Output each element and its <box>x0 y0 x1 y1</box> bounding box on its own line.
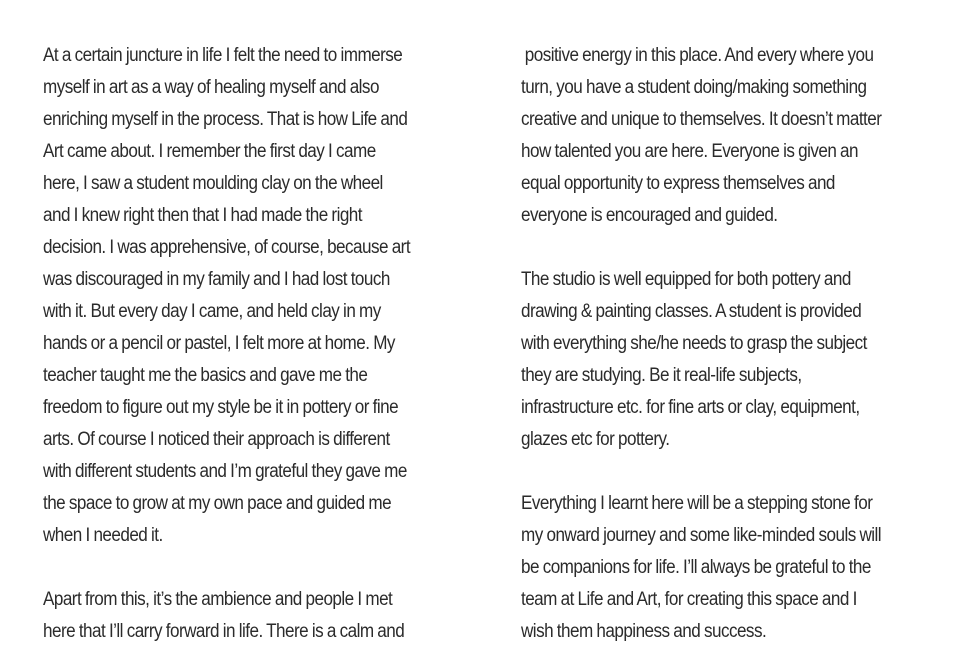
text-line: hands or a pencil or pastel, I felt more at home. My <box>43 333 395 354</box>
text-line: glazes etc for pottery. <box>521 429 670 450</box>
text-line: teacher taught me the basics and gave me the <box>43 365 368 386</box>
text-line: here that I’ll carry forward in life. There is a calm and <box>43 621 405 642</box>
text-line: with it. But every day I came, and held clay in my <box>43 301 381 322</box>
text-line: creative and unique to themselves. It doesn’t matter <box>521 109 882 130</box>
text-line: Everything I learnt here will be a stepping stone for <box>521 493 873 514</box>
text-line: the space to grow at my own pace and guided me <box>43 493 392 514</box>
text-line: positive energy in this place. And every where you <box>521 45 874 66</box>
paragraph-positive-energy <box>521 40 935 232</box>
text-line: freedom to figure out my style be it in pottery or fine <box>43 397 399 418</box>
text-line: and I knew right then that I had made the right <box>43 205 362 226</box>
text-line: The studio is well equipped for both pottery and <box>521 269 851 290</box>
text-line: drawing & painting classes. A student is provided <box>521 301 862 322</box>
text-line: Apart from this, it’s the ambience and people I met <box>43 589 393 610</box>
text-line: wish them happiness and success. <box>521 621 767 642</box>
text-line: with everything she/he needs to grasp the subject <box>521 333 867 354</box>
text-line: equal opportunity to express themselves and <box>521 173 835 194</box>
text-line: arts. Of course I noticed their approach is different <box>43 429 390 450</box>
text-line: when I needed it. <box>43 525 163 546</box>
text-line: they are studying. Be it real-life subjects, <box>521 365 802 386</box>
text-line: here, I saw a student moulding clay on the wheel <box>43 173 383 194</box>
text-line: decision. I was apprehensive, of course, because art <box>43 237 411 258</box>
text-line: my onward journey and some like-minded souls will <box>521 525 882 546</box>
text-line: At a certain juncture in life I felt the need to immerse <box>43 45 403 66</box>
text-line: how talented you are here. Everyone is given an <box>521 141 859 162</box>
text-line: myself in art as a way of healing myself and also <box>43 77 379 98</box>
paragraph-ambience <box>43 584 457 648</box>
text-line: everyone is encouraged and guided. <box>521 205 778 226</box>
text-line: infrastructure etc. for fine arts or clay, equipment, <box>521 397 860 418</box>
paragraph-closing <box>521 488 935 648</box>
text-line: Art came about. I remember the first day I came <box>43 141 376 162</box>
right-column <box>521 40 935 667</box>
paragraph-studio <box>521 264 935 456</box>
text-line: team at Life and Art, for creating this space and I <box>521 589 857 610</box>
paragraph-intro <box>43 40 457 552</box>
text-line: be companions for life. I’ll always be grateful to the <box>521 557 871 578</box>
text-line: was discouraged in my family and I had lost touch <box>43 269 390 290</box>
text-line: turn, you have a student doing/making something <box>521 77 867 98</box>
left-column <box>43 40 457 667</box>
text-line: enriching myself in the process. That is how Life and <box>43 109 408 130</box>
text-line: with different students and I’m grateful they gave me <box>43 461 407 482</box>
